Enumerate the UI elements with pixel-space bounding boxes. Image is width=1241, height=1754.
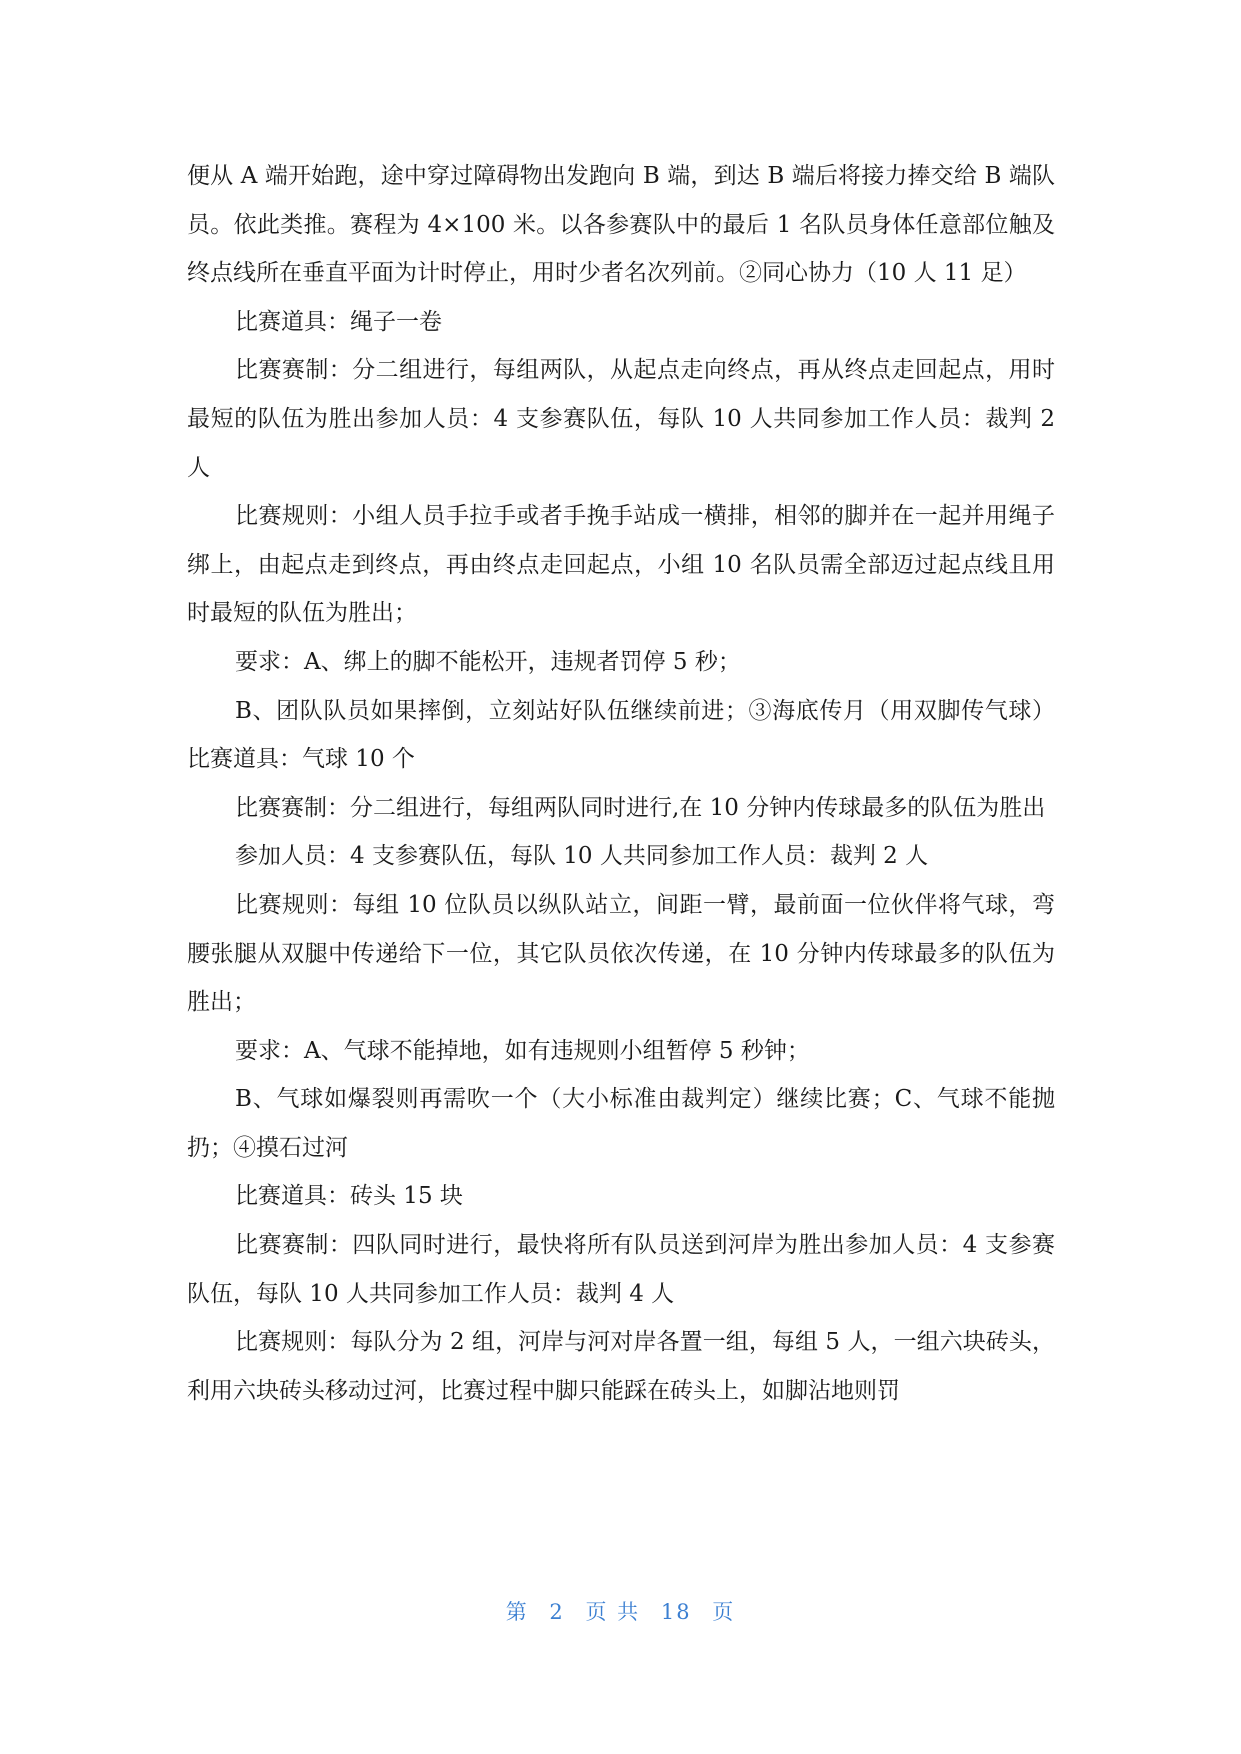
paragraph-relay-rules: 便从 A 端开始跑，途中穿过障碍物出发跑向 B 端，到达 B 端后将接力捧交给 B 端队员。依此类推。赛程为 4×100 米。以各参赛队中的最后 1 名队员身体任意部位触及终点线所在垂直平面为计时停止，用时少者名次列前。②同心协力（10 人 11 足） (187, 163, 1055, 287)
paragraph-format-ten-person: 比赛赛制：分二组进行，每组两队，从起点走向终点，再从终点走回起点，用时最短的队伍为胜出参加人员：4 支参赛队伍，每队 10 人共同参加工作人员：裁判 2 人 (187, 357, 1055, 481)
paragraph-format-river: 比赛赛制：四队同时进行，最快将所有队员送到河岸为胜出参加人员：4 支参赛队伍，每队 10 人共同参加工作人员：裁判 4 人 (187, 1232, 1055, 1307)
paragraph-requirement-a-balloon: 要求：A、气球不能掉地，如有违规则小组暂停 5 秒钟； (235, 1037, 810, 1064)
footer-middle: 页 共 (585, 1600, 641, 1624)
page-number-footer (0, 1596, 1241, 1626)
paragraph-props-rope: 比赛道具：绳子一卷 (235, 308, 442, 335)
footer-suffix: 页 (712, 1600, 736, 1624)
paragraph-props-bricks: 比赛道具：砖头 15 块 (235, 1183, 463, 1210)
footer-current-page: 2 (549, 1600, 565, 1624)
document-body (187, 152, 1055, 1415)
footer-total-pages: 18 (660, 1600, 692, 1624)
footer-prefix: 第 (505, 1600, 529, 1624)
paragraph-requirement-a-feet: 要求：A、绑上的脚不能松开，违规者罚停 5 秒； (235, 648, 741, 675)
paragraph-rules-river: 比赛规则：每队分为 2 组，河岸与河对岸各置一组，每组 5 人，一组六块砖头，利用六块砖头移动过河，比赛过程中脚只能踩在砖头上，如脚沾地则罚 (187, 1329, 1055, 1404)
paragraph-format-balloon: 比赛赛制：分二组进行，每组两队同时进行,在 10 分钟内传球最多的队伍为胜出 (235, 794, 1046, 821)
paragraph-participants-balloon: 参加人员：4 支参赛队伍，每队 10 人共同参加工作人员：裁判 2 人 (235, 843, 929, 870)
paragraph-requirement-b-balloon: B、气球如爆裂则再需吹一个（大小标准由裁判定）继续比赛；C、气球不能抛扔；④摸石过河 (187, 1086, 1055, 1161)
paragraph-rules-ten-person: 比赛规则：小组人员手拉手或者手挽手站成一横排，相邻的脚并在一起并用绳子绑上，由起点走到终点，再由终点走回起点，小组 10 名队员需全部迈过起点线且用时最短的队伍为胜出； (187, 503, 1055, 627)
paragraph-requirement-b-fall: B、团队队员如果摔倒，立刻站好队伍继续前进；③海底传月（用双脚传气球）比赛道具：气球 10 个 (187, 697, 1055, 773)
paragraph-rules-balloon: 比赛规则：每组 10 位队员以纵队站立，间距一臂，最前面一位伙伴将气球，弯腰张腿从双腿中传递给下一位，其它队员依次传递，在 10 分钟内传球最多的队伍为胜出； (187, 891, 1055, 1016)
